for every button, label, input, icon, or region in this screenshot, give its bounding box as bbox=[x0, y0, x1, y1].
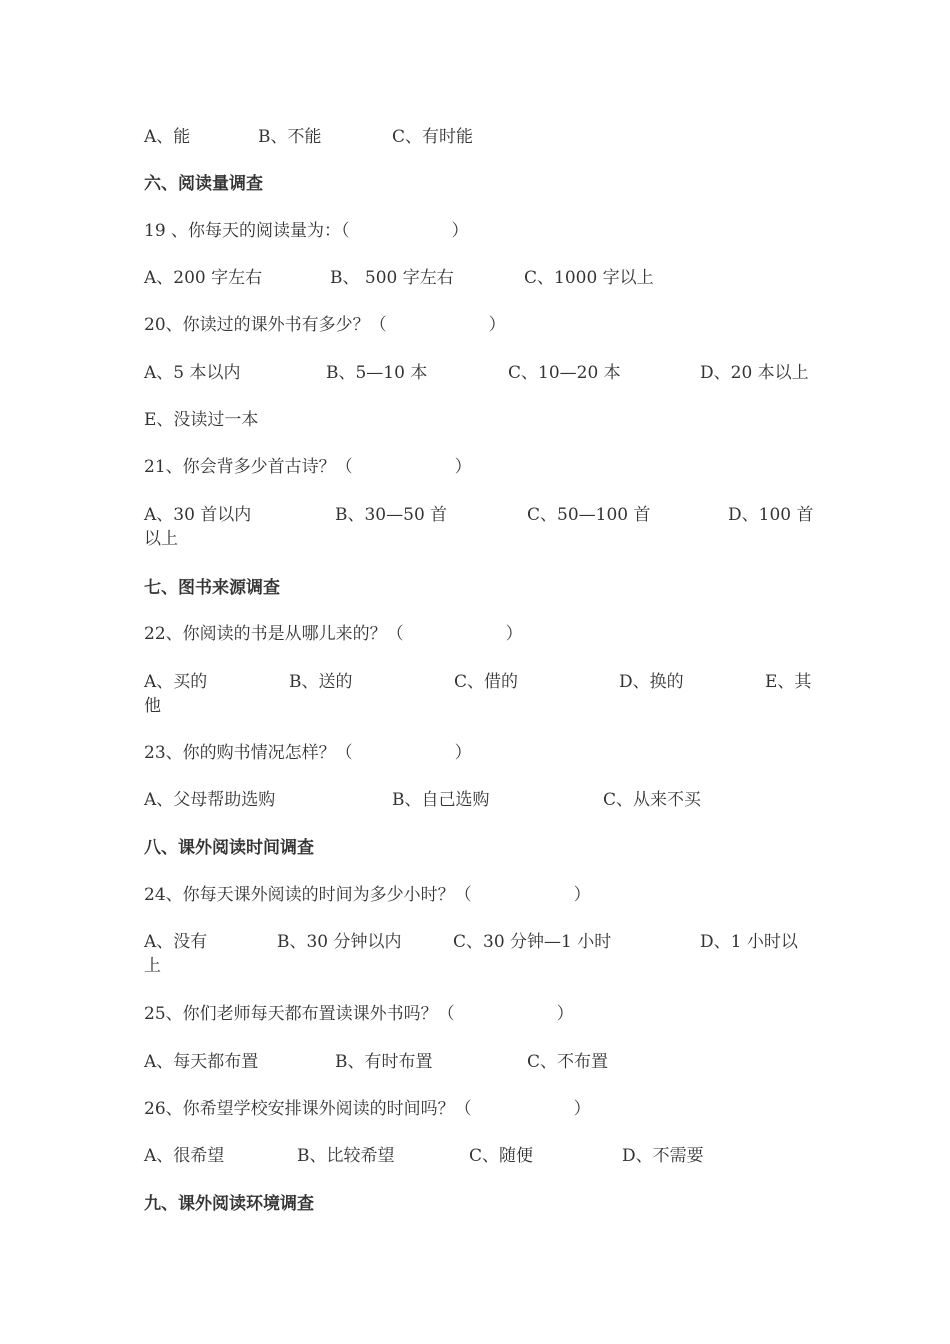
option-c: C、不布置 bbox=[527, 1052, 609, 1072]
question-26: 26、你希望学校安排课外阅读的时间吗？（ ） bbox=[144, 1099, 591, 1119]
option-e: E、没读过一本 bbox=[144, 410, 259, 430]
question-24: 24、你每天课外阅读的时间为多少小时？（ ） bbox=[144, 885, 591, 905]
section-heading: 八、课外阅读时间调查 bbox=[144, 838, 314, 858]
question-19: 19 、你每天的阅读量为：（ ） bbox=[144, 221, 469, 241]
option-d: D、100 首 bbox=[728, 505, 814, 525]
option-c: C、从来不买 bbox=[603, 790, 702, 810]
option-b: B、自己选购 bbox=[392, 790, 490, 810]
option-d: D、换的 bbox=[619, 672, 684, 692]
option-b: B、30—50 首 bbox=[335, 505, 448, 525]
section-heading: 九、课外阅读环境调查 bbox=[144, 1194, 314, 1214]
question-25: 25、你们老师每天都布置读课外书吗？（ ） bbox=[144, 1004, 574, 1024]
option-c: C、借的 bbox=[454, 672, 519, 692]
option-b: B、不能 bbox=[258, 127, 322, 147]
option-d: D、不需要 bbox=[622, 1146, 704, 1166]
option-a: A、200 字左右 bbox=[144, 268, 263, 288]
option-d: D、1 小时以 bbox=[700, 932, 798, 952]
option-c: C、50—100 首 bbox=[527, 505, 651, 525]
option-e-continued: 他 bbox=[144, 696, 161, 716]
option-a: A、很希望 bbox=[144, 1146, 225, 1166]
option-d: D、20 本以上 bbox=[700, 363, 809, 383]
option-d-continued: 上 bbox=[144, 956, 161, 976]
option-a: A、买的 bbox=[144, 672, 208, 692]
option-e: E、其 bbox=[765, 672, 812, 692]
question-21: 21、你会背多少首古诗？（ ） bbox=[144, 457, 472, 477]
option-b: B、送的 bbox=[289, 672, 353, 692]
option-a: A、每天都布置 bbox=[144, 1052, 259, 1072]
option-d-continued: 以上 bbox=[144, 529, 178, 549]
option-c: C、10—20 本 bbox=[508, 363, 621, 383]
option-b: B、比较希望 bbox=[297, 1146, 395, 1166]
option-a: A、30 首以内 bbox=[144, 505, 252, 525]
section-heading: 六、阅读量调查 bbox=[144, 174, 263, 194]
question-23: 23、你的购书情况怎样？（ ） bbox=[144, 743, 472, 763]
option-b: B、30 分钟以内 bbox=[277, 932, 402, 952]
option-c: C、随便 bbox=[469, 1146, 534, 1166]
option-b: B、有时布置 bbox=[335, 1052, 433, 1072]
option-b: B、 500 字左右 bbox=[330, 268, 454, 288]
option-c: C、1000 字以上 bbox=[524, 268, 654, 288]
option-c: C、有时能 bbox=[392, 127, 474, 147]
option-b: B、5—10 本 bbox=[326, 363, 428, 383]
question-20: 20、你读过的课外书有多少？（ ） bbox=[144, 315, 506, 335]
option-a: A、父母帮助选购 bbox=[144, 790, 276, 810]
option-a: A、没有 bbox=[144, 932, 208, 952]
option-a: A、能 bbox=[144, 127, 191, 147]
option-c: C、30 分钟—1 小时 bbox=[453, 932, 612, 952]
section-heading: 七、图书来源调查 bbox=[144, 578, 280, 598]
question-22: 22、你阅读的书是从哪儿来的？（ ） bbox=[144, 624, 523, 644]
option-a: A、5 本以内 bbox=[144, 363, 241, 383]
